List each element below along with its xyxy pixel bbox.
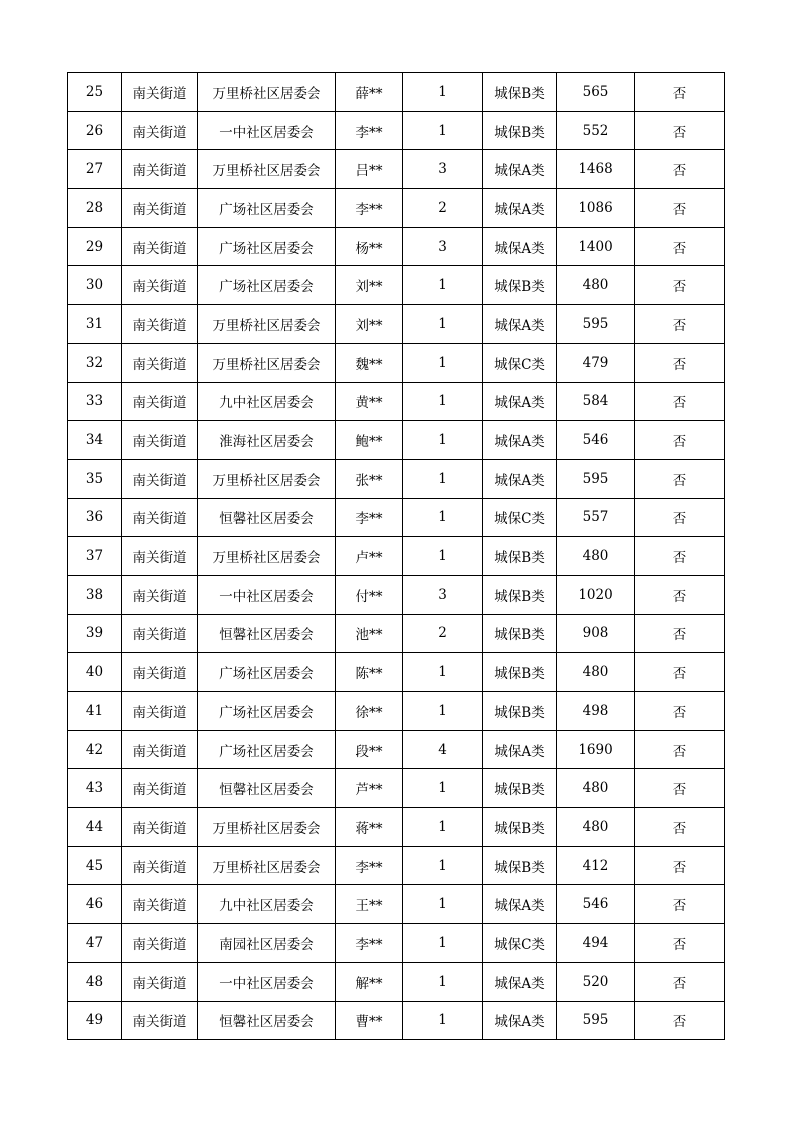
household-size-cell: 1 (403, 421, 483, 460)
flag-cell: 否 (635, 575, 725, 614)
name-cell: 李** (336, 111, 403, 150)
table-row (68, 730, 725, 769)
household-size-cell: 2 (403, 614, 483, 653)
row-number-cell: 26 (68, 111, 122, 150)
table-row (68, 227, 725, 266)
amount-cell: 1468 (557, 150, 635, 189)
flag-cell: 否 (635, 111, 725, 150)
flag-cell: 否 (635, 885, 725, 924)
household-size-cell: 1 (403, 769, 483, 808)
street-cell: 南关街道 (122, 808, 198, 847)
street-cell: 南关街道 (122, 227, 198, 266)
street-cell: 南关街道 (122, 885, 198, 924)
community-cell: 万里桥社区居委会 (198, 150, 336, 189)
flag-cell: 否 (635, 614, 725, 653)
flag-cell: 否 (635, 189, 725, 228)
name-cell: 李** (336, 498, 403, 537)
name-cell: 段** (336, 730, 403, 769)
amount-cell: 1690 (557, 730, 635, 769)
insurance-type-cell: 城保A类 (483, 730, 557, 769)
insurance-type-cell: 城保A类 (483, 305, 557, 344)
flag-cell: 否 (635, 498, 725, 537)
household-size-cell: 1 (403, 808, 483, 847)
household-size-cell: 4 (403, 730, 483, 769)
community-cell: 广场社区居委会 (198, 266, 336, 305)
insurance-type-cell: 城保B类 (483, 846, 557, 885)
street-cell: 南关街道 (122, 111, 198, 150)
amount-cell: 520 (557, 962, 635, 1001)
community-cell: 一中社区居委会 (198, 575, 336, 614)
flag-cell: 否 (635, 266, 725, 305)
name-cell: 张** (336, 459, 403, 498)
insurance-type-cell: 城保A类 (483, 962, 557, 1001)
flag-cell: 否 (635, 537, 725, 576)
row-number-cell: 41 (68, 692, 122, 731)
household-size-cell: 3 (403, 575, 483, 614)
insurance-type-cell: 城保B类 (483, 692, 557, 731)
insurance-type-cell: 城保A类 (483, 150, 557, 189)
street-cell: 南关街道 (122, 421, 198, 460)
amount-cell: 494 (557, 924, 635, 963)
household-size-cell: 1 (403, 962, 483, 1001)
household-size-cell: 1 (403, 885, 483, 924)
amount-cell: 480 (557, 769, 635, 808)
row-number-cell: 31 (68, 305, 122, 344)
name-cell: 魏** (336, 343, 403, 382)
insurance-type-cell: 城保B类 (483, 266, 557, 305)
flag-cell: 否 (635, 227, 725, 266)
insurance-type-cell: 城保A类 (483, 885, 557, 924)
flag-cell: 否 (635, 653, 725, 692)
community-cell: 南园社区居委会 (198, 924, 336, 963)
row-number-cell: 32 (68, 343, 122, 382)
household-size-cell: 1 (403, 537, 483, 576)
insurance-type-cell: 城保C类 (483, 343, 557, 382)
table-row (68, 305, 725, 344)
community-cell: 一中社区居委会 (198, 111, 336, 150)
amount-cell: 552 (557, 111, 635, 150)
name-cell: 王** (336, 885, 403, 924)
insurance-type-cell: 城保C类 (483, 498, 557, 537)
name-cell: 李** (336, 846, 403, 885)
table-row (68, 653, 725, 692)
amount-cell: 565 (557, 73, 635, 112)
household-size-cell: 3 (403, 150, 483, 189)
table-row (68, 808, 725, 847)
row-number-cell: 36 (68, 498, 122, 537)
insurance-type-cell: 城保B类 (483, 614, 557, 653)
flag-cell: 否 (635, 150, 725, 189)
household-size-cell: 1 (403, 498, 483, 537)
name-cell: 黄** (336, 382, 403, 421)
table-row (68, 498, 725, 537)
street-cell: 南关街道 (122, 150, 198, 189)
street-cell: 南关街道 (122, 846, 198, 885)
insurance-type-cell: 城保B类 (483, 537, 557, 576)
flag-cell: 否 (635, 924, 725, 963)
flag-cell: 否 (635, 962, 725, 1001)
row-number-cell: 43 (68, 769, 122, 808)
insurance-type-cell: 城保C类 (483, 924, 557, 963)
household-size-cell: 1 (403, 692, 483, 731)
flag-cell: 否 (635, 730, 725, 769)
name-cell: 蒋** (336, 808, 403, 847)
table-row (68, 189, 725, 228)
amount-cell: 595 (557, 305, 635, 344)
insurance-type-cell: 城保B类 (483, 111, 557, 150)
community-cell: 广场社区居委会 (198, 692, 336, 731)
row-number-cell: 28 (68, 189, 122, 228)
roster-table-body (68, 73, 725, 1040)
row-number-cell: 47 (68, 924, 122, 963)
flag-cell: 否 (635, 769, 725, 808)
row-number-cell: 25 (68, 73, 122, 112)
table-row (68, 614, 725, 653)
community-cell: 恒馨社区居委会 (198, 614, 336, 653)
amount-cell: 480 (557, 537, 635, 576)
table-row (68, 266, 725, 305)
insurance-type-cell: 城保A类 (483, 459, 557, 498)
insurance-type-cell: 城保A类 (483, 189, 557, 228)
street-cell: 南关街道 (122, 189, 198, 228)
community-cell: 广场社区居委会 (198, 653, 336, 692)
community-cell: 广场社区居委会 (198, 227, 336, 266)
table-row (68, 885, 725, 924)
street-cell: 南关街道 (122, 692, 198, 731)
street-cell: 南关街道 (122, 343, 198, 382)
street-cell: 南关街道 (122, 924, 198, 963)
amount-cell: 1400 (557, 227, 635, 266)
table-row (68, 924, 725, 963)
amount-cell: 498 (557, 692, 635, 731)
name-cell: 薛** (336, 73, 403, 112)
household-size-cell: 2 (403, 189, 483, 228)
amount-cell: 908 (557, 614, 635, 653)
name-cell: 付** (336, 575, 403, 614)
row-number-cell: 40 (68, 653, 122, 692)
community-cell: 万里桥社区居委会 (198, 305, 336, 344)
street-cell: 南关街道 (122, 73, 198, 112)
row-number-cell: 48 (68, 962, 122, 1001)
street-cell: 南关街道 (122, 575, 198, 614)
amount-cell: 595 (557, 459, 635, 498)
household-size-cell: 1 (403, 459, 483, 498)
household-size-cell: 1 (403, 111, 483, 150)
street-cell: 南关街道 (122, 614, 198, 653)
household-size-cell: 1 (403, 266, 483, 305)
insurance-type-cell: 城保B类 (483, 73, 557, 112)
community-cell: 万里桥社区居委会 (198, 73, 336, 112)
flag-cell: 否 (635, 1001, 725, 1040)
community-cell: 万里桥社区居委会 (198, 537, 336, 576)
community-cell: 万里桥社区居委会 (198, 343, 336, 382)
insurance-type-cell: 城保B类 (483, 769, 557, 808)
name-cell: 刘** (336, 305, 403, 344)
street-cell: 南关街道 (122, 459, 198, 498)
table-row (68, 846, 725, 885)
name-cell: 池** (336, 614, 403, 653)
name-cell: 李** (336, 189, 403, 228)
row-number-cell: 37 (68, 537, 122, 576)
row-number-cell: 49 (68, 1001, 122, 1040)
flag-cell: 否 (635, 421, 725, 460)
street-cell: 南关街道 (122, 498, 198, 537)
insurance-type-cell: 城保B类 (483, 808, 557, 847)
name-cell: 曹** (336, 1001, 403, 1040)
row-number-cell: 35 (68, 459, 122, 498)
household-size-cell: 1 (403, 924, 483, 963)
row-number-cell: 45 (68, 846, 122, 885)
amount-cell: 479 (557, 343, 635, 382)
table-row (68, 421, 725, 460)
amount-cell: 480 (557, 653, 635, 692)
row-number-cell: 29 (68, 227, 122, 266)
table-row (68, 769, 725, 808)
insurance-type-cell: 城保A类 (483, 1001, 557, 1040)
community-cell: 恒馨社区居委会 (198, 498, 336, 537)
name-cell: 卢** (336, 537, 403, 576)
table-row (68, 962, 725, 1001)
street-cell: 南关街道 (122, 305, 198, 344)
community-cell: 九中社区居委会 (198, 382, 336, 421)
table-row (68, 692, 725, 731)
table-row (68, 1001, 725, 1040)
amount-cell: 557 (557, 498, 635, 537)
insurance-type-cell: 城保A类 (483, 227, 557, 266)
amount-cell: 1086 (557, 189, 635, 228)
community-cell: 广场社区居委会 (198, 730, 336, 769)
insurance-type-cell: 城保B类 (483, 575, 557, 614)
community-cell: 广场社区居委会 (198, 189, 336, 228)
street-cell: 南关街道 (122, 730, 198, 769)
name-cell: 芦** (336, 769, 403, 808)
amount-cell: 546 (557, 421, 635, 460)
table-row (68, 111, 725, 150)
flag-cell: 否 (635, 343, 725, 382)
flag-cell: 否 (635, 73, 725, 112)
community-cell: 万里桥社区居委会 (198, 808, 336, 847)
flag-cell: 否 (635, 382, 725, 421)
table-row (68, 382, 725, 421)
amount-cell: 480 (557, 266, 635, 305)
household-size-cell: 1 (403, 1001, 483, 1040)
flag-cell: 否 (635, 808, 725, 847)
table-row (68, 459, 725, 498)
community-cell: 九中社区居委会 (198, 885, 336, 924)
row-number-cell: 42 (68, 730, 122, 769)
table-row (68, 575, 725, 614)
name-cell: 杨** (336, 227, 403, 266)
household-size-cell: 1 (403, 382, 483, 421)
flag-cell: 否 (635, 459, 725, 498)
row-number-cell: 27 (68, 150, 122, 189)
street-cell: 南关街道 (122, 382, 198, 421)
community-cell: 一中社区居委会 (198, 962, 336, 1001)
row-number-cell: 38 (68, 575, 122, 614)
household-size-cell: 1 (403, 653, 483, 692)
household-size-cell: 1 (403, 846, 483, 885)
roster-table (67, 72, 725, 1040)
street-cell: 南关街道 (122, 266, 198, 305)
row-number-cell: 33 (68, 382, 122, 421)
name-cell: 鲍** (336, 421, 403, 460)
flag-cell: 否 (635, 846, 725, 885)
row-number-cell: 44 (68, 808, 122, 847)
community-cell: 万里桥社区居委会 (198, 846, 336, 885)
community-cell: 恒馨社区居委会 (198, 769, 336, 808)
flag-cell: 否 (635, 692, 725, 731)
insurance-type-cell: 城保A类 (483, 421, 557, 460)
community-cell: 淮海社区居委会 (198, 421, 336, 460)
name-cell: 解** (336, 962, 403, 1001)
amount-cell: 412 (557, 846, 635, 885)
name-cell: 李** (336, 924, 403, 963)
amount-cell: 584 (557, 382, 635, 421)
row-number-cell: 39 (68, 614, 122, 653)
amount-cell: 1020 (557, 575, 635, 614)
household-size-cell: 1 (403, 73, 483, 112)
street-cell: 南关街道 (122, 769, 198, 808)
amount-cell: 595 (557, 1001, 635, 1040)
row-number-cell: 46 (68, 885, 122, 924)
insurance-type-cell: 城保A类 (483, 382, 557, 421)
name-cell: 刘** (336, 266, 403, 305)
flag-cell: 否 (635, 305, 725, 344)
name-cell: 吕** (336, 150, 403, 189)
row-number-cell: 34 (68, 421, 122, 460)
street-cell: 南关街道 (122, 653, 198, 692)
name-cell: 陈** (336, 653, 403, 692)
table-row (68, 537, 725, 576)
household-size-cell: 3 (403, 227, 483, 266)
table-row (68, 343, 725, 382)
insurance-type-cell: 城保B类 (483, 653, 557, 692)
community-cell: 恒馨社区居委会 (198, 1001, 336, 1040)
row-number-cell: 30 (68, 266, 122, 305)
street-cell: 南关街道 (122, 962, 198, 1001)
table-row (68, 150, 725, 189)
table-row (68, 73, 725, 112)
street-cell: 南关街道 (122, 1001, 198, 1040)
household-size-cell: 1 (403, 343, 483, 382)
amount-cell: 480 (557, 808, 635, 847)
household-size-cell: 1 (403, 305, 483, 344)
name-cell: 徐** (336, 692, 403, 731)
street-cell: 南关街道 (122, 537, 198, 576)
community-cell: 万里桥社区居委会 (198, 459, 336, 498)
amount-cell: 546 (557, 885, 635, 924)
